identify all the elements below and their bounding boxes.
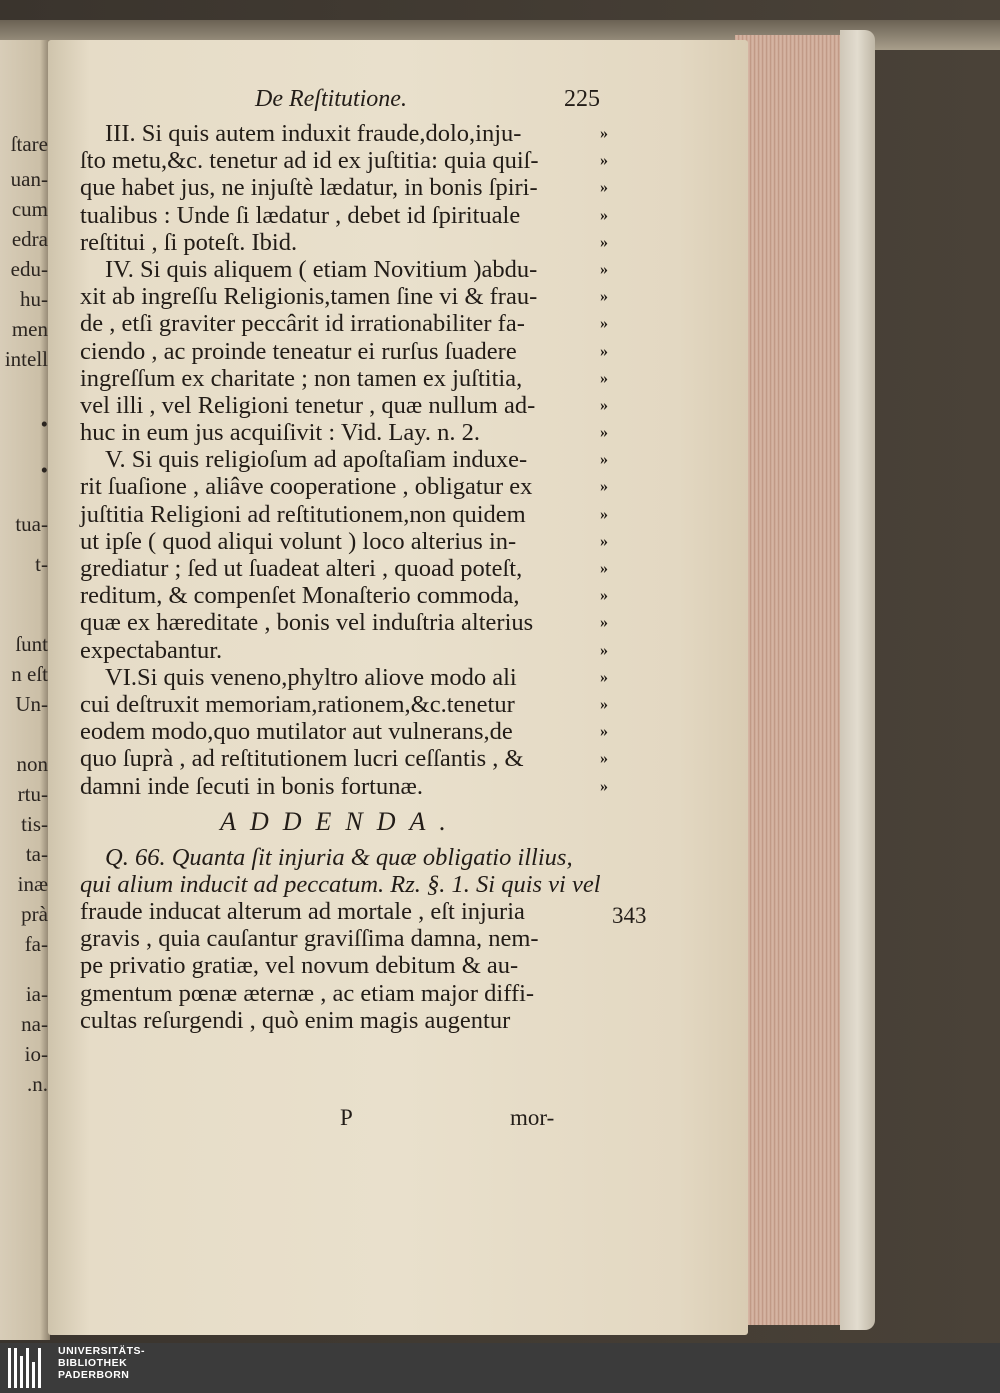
catchword: mor-	[510, 1105, 555, 1130]
text-line	[80, 473, 608, 501]
text-line-content: cui deſtruxit memoriam,rationem,&c.tenetur	[80, 690, 515, 718]
text-line	[80, 690, 608, 718]
left-page-fragment: •	[40, 458, 48, 482]
text-line-content: reſtitui , ſi poteſt. Ibid.	[80, 228, 298, 256]
addenda-heading: ADDENDA.	[220, 806, 460, 836]
text-line	[80, 446, 608, 474]
text-line	[80, 391, 608, 419]
quote-mark: »	[600, 505, 608, 523]
addenda-line: qui alium inducit ad peccatum. Rz. §. 1. Si quis vi vel	[80, 870, 601, 898]
text-line-content: xit ab ingreſſu Religionis,tamen ſine vi & frau-	[80, 283, 538, 311]
text-line	[80, 310, 608, 338]
addenda-line: gravis , quia cauſantur graviſſima damna, nem-	[80, 925, 539, 953]
quote-mark: »	[600, 641, 608, 659]
quote-mark: »	[600, 478, 608, 496]
quote-mark: »	[600, 723, 608, 741]
text-line	[80, 201, 608, 229]
quote-mark: »	[600, 424, 608, 442]
addenda-line: fraude inducat alterum ad mortale , eſt injuria	[80, 898, 525, 926]
text-line-content: de , etſi graviter peccârit id irrationabiliter fa-	[80, 310, 525, 338]
quote-mark: »	[600, 288, 608, 306]
addenda-line: pe privatio gratiæ, vel novum debitum & au-	[80, 952, 519, 980]
left-page-fragment: fa-	[24, 932, 48, 956]
text-line-content: expectabantur.	[80, 636, 223, 664]
left-page-fragment: edu-	[10, 257, 48, 281]
text-line	[80, 745, 608, 773]
left-page-fragment: rtu-	[17, 782, 48, 806]
library-logo-icon	[8, 1348, 46, 1388]
quote-mark: »	[600, 587, 608, 605]
running-title: De Reſtitutione.	[255, 86, 407, 112]
text-line-content: eodem modo,quo mutilator aut vulnerans,de	[80, 718, 513, 746]
quote-mark: »	[600, 152, 608, 170]
quote-mark: »	[600, 396, 608, 414]
text-line-content: VI.Si quis veneno,phyltro aliove modo ali	[105, 663, 517, 691]
text-line	[80, 609, 608, 637]
text-line	[80, 582, 608, 610]
library-footer-bar	[0, 1343, 1000, 1393]
text-line-content: quæ ex hæreditate , bonis vel induſtria alterius	[80, 609, 534, 637]
text-line	[80, 174, 608, 202]
text-line	[80, 147, 608, 175]
quote-mark: »	[600, 315, 608, 333]
text-line-content: V. Si quis religioſum ad apoſtaſiam induxe-	[105, 446, 528, 474]
text-line	[80, 555, 608, 582]
text-line	[80, 636, 608, 664]
addenda-line: gmentum pœnæ æternæ , ac etiam major diffi-	[80, 979, 535, 1007]
left-page-fragment: na-	[21, 1012, 48, 1036]
text-line-content: ut ipſe ( quod aliqui volunt ) loco alterius in-	[80, 527, 517, 555]
text-line	[80, 228, 608, 256]
library-name: UNIVERSITÄTS- BIBLIOTHEK PADERBORN	[58, 1345, 146, 1381]
left-page-fragment: inæ	[17, 872, 48, 896]
quote-mark: »	[600, 532, 608, 550]
quote-mark: »	[600, 668, 608, 686]
quote-mark: »	[600, 369, 608, 387]
quote-mark: »	[600, 179, 608, 197]
left-page-fragment: .n.	[27, 1072, 48, 1096]
text-line	[80, 364, 608, 392]
quote-mark: »	[600, 260, 608, 278]
text-line	[80, 283, 608, 311]
text-line	[80, 772, 608, 800]
left-page-fragment: ſtare	[10, 132, 48, 156]
quote-mark: »	[600, 614, 608, 632]
text-line-content: ciendo , ac proinde teneatur ei rurſus ſuadere	[80, 337, 517, 365]
text-line	[80, 527, 608, 555]
left-page-fragment: cum	[11, 197, 48, 221]
text-line-content: quo ſuprà , ad reſtitutionem lucri ceſſantis , &	[80, 745, 524, 773]
text-line-content: grediatur ; ſed ut ſuadeat alteri , quoad poteſt,	[80, 555, 523, 582]
left-page-fragment: tua-	[15, 512, 48, 536]
addenda-line: Q. 66. Quanta ſit injuria & quæ obligatio illius,	[105, 843, 573, 871]
signature-mark: P	[340, 1105, 353, 1130]
text-line	[80, 663, 608, 691]
text-line-content: reditum, & compenſet Monaſterio commoda,	[80, 582, 520, 610]
quote-mark: »	[600, 451, 608, 469]
addenda-line: cultas reſurgendi , quò enim magis augentur	[80, 1006, 511, 1034]
quote-mark: »	[600, 125, 608, 142]
book-cover-edge	[840, 30, 875, 1330]
left-page-fragment: n eſt	[11, 662, 48, 686]
left-page-fragment: prà	[21, 902, 48, 926]
text-line-content: IV. Si quis aliquem ( etiam Novitium )abdu-	[105, 255, 538, 283]
quote-mark: »	[600, 695, 608, 713]
text-line-content: III. Si quis autem induxit fraude,dolo,inju-	[105, 120, 522, 147]
text-line	[80, 255, 608, 283]
text-line-content: rit ſuaſione , aliâve cooperatione , obligatur ex	[80, 473, 533, 501]
text-line-content: ingreſſum ex charitate ; non tamen ex juſtitia,	[80, 364, 523, 392]
quote-mark: »	[600, 750, 608, 768]
left-page-fragment: Un-	[15, 692, 48, 716]
quote-mark: »	[600, 342, 608, 360]
left-page-fragment: ſunt	[15, 632, 48, 656]
text-line-content: juſtitia Religioni ad reſtitutionem,non quidem	[80, 500, 526, 528]
text-line-content: tualibus : Unde ſi lædatur , debet id ſpirituale	[80, 201, 521, 229]
left-page-fragment: t-	[35, 552, 48, 576]
text-line-content: ſto metu,&c. tenetur ad id ex juſtitia: quia quiſ-	[80, 147, 539, 175]
text-line-content: que habet jus, ne injuſtè lædatur, in bonis ſpiri-	[80, 174, 538, 202]
text-line	[80, 718, 608, 746]
left-page-fragment: edra	[11, 227, 48, 251]
running-header	[240, 86, 600, 113]
text-line	[80, 419, 608, 447]
text-line-content: damni inde ſecuti in bonis fortunæ.	[80, 772, 423, 800]
left-page-fragment: •	[40, 412, 48, 436]
quote-mark: »	[600, 560, 608, 577]
left-page-fragment: intell	[4, 347, 48, 371]
text-line-content: vel illi , vel Religioni tenetur , quæ nullum ad-	[80, 391, 536, 419]
left-page-fragment: io-	[24, 1042, 48, 1066]
margin-number: 343	[612, 903, 647, 928]
left-page-fragment: ia-	[25, 982, 48, 1006]
text-line	[80, 337, 608, 365]
quote-mark: »	[600, 777, 608, 795]
left-page-fragment: tis-	[21, 812, 48, 836]
left-page	[0, 40, 50, 1340]
text-line	[80, 120, 608, 147]
left-page-fragment: men	[11, 317, 48, 341]
page-number: 225	[564, 86, 600, 112]
left-page-fragment: hu-	[20, 287, 48, 311]
page-edges	[735, 35, 853, 1325]
quote-mark: »	[600, 233, 608, 251]
body-text	[80, 120, 608, 1034]
quote-mark: »	[600, 206, 608, 224]
text-line-content: huc in eum jus acquiſivit : Vid. Lay. n. 2.	[80, 419, 481, 447]
left-page-fragment: ta-	[25, 842, 48, 866]
text-line	[80, 500, 608, 528]
left-page-fragment: uan-	[10, 167, 48, 191]
left-page-fragment: non	[16, 752, 48, 776]
